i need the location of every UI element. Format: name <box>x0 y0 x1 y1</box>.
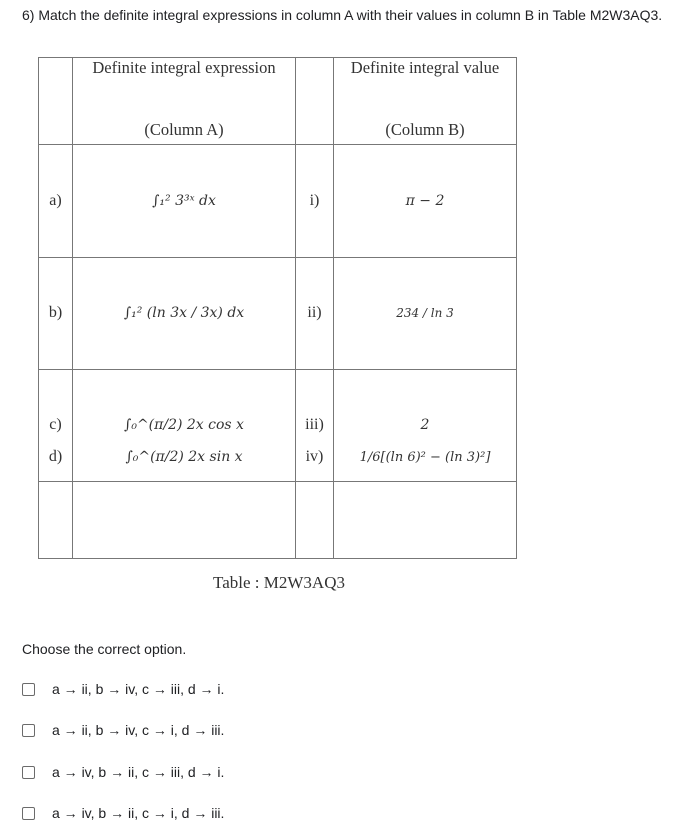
row-letter: b) <box>39 257 73 369</box>
integral-value: 234 / ln 3 <box>334 257 517 369</box>
column-a-title: Definite integral expression <box>92 58 276 77</box>
checkbox[interactable] <box>22 807 35 820</box>
option-3[interactable] <box>22 763 224 781</box>
column-b-header <box>334 58 517 145</box>
row-roman: iv) <box>296 481 334 558</box>
option-2[interactable] <box>22 721 224 739</box>
checkbox[interactable] <box>22 724 35 737</box>
column-a-header <box>73 58 296 145</box>
integral-expression: ∫₁² (ln 3x / 3x) dx <box>73 257 296 369</box>
table-header-row <box>39 58 517 145</box>
option-label: a → iv, b → ii, c → i, d → iii. <box>52 805 225 821</box>
choose-label: Choose the correct option. <box>22 641 187 657</box>
integral-expression: ∫₀^(π/2) 2x cos x <box>73 369 296 481</box>
table-row <box>39 145 517 257</box>
row-roman: ii) <box>296 257 334 369</box>
integral-value: π − 2 <box>334 145 517 257</box>
option-label: a → iv, b → ii, c → iii, d → i. <box>52 764 225 780</box>
option-4[interactable] <box>22 804 224 822</box>
question-text: 6) Match the definite integral expressions in column A with their values in column B in Table M2W3AQ3. <box>22 7 663 23</box>
integral-expression: ∫₀^(π/2) 2x sin x <box>73 481 296 558</box>
table-row <box>39 257 517 369</box>
column-b-title: Definite integral value <box>350 58 500 77</box>
row-letter: d) <box>39 481 73 558</box>
column-b-sub: (Column B) <box>385 120 465 139</box>
checkbox[interactable] <box>22 683 35 696</box>
row-roman: i) <box>296 145 334 257</box>
table-caption: Table : M2W3AQ3 <box>213 573 345 592</box>
row-letter: c) <box>39 369 73 481</box>
row-letter: a) <box>39 145 73 257</box>
checkbox[interactable] <box>22 766 35 779</box>
table-row <box>39 481 517 558</box>
row-roman: iii) <box>296 369 334 481</box>
integral-value: 1/6[(ln 6)² − (ln 3)²] <box>334 481 517 558</box>
matching-table <box>38 57 517 559</box>
option-label: a → ii, b → iv, c → i, d → iii. <box>52 722 225 738</box>
option-label: a → ii, b → iv, c → iii, d → i. <box>52 681 225 697</box>
option-1[interactable] <box>22 680 224 698</box>
column-a-sub: (Column A) <box>144 120 224 139</box>
integral-expression: ∫₁² 3³ˣ dx <box>73 145 296 257</box>
integral-value: 2 <box>334 369 517 481</box>
